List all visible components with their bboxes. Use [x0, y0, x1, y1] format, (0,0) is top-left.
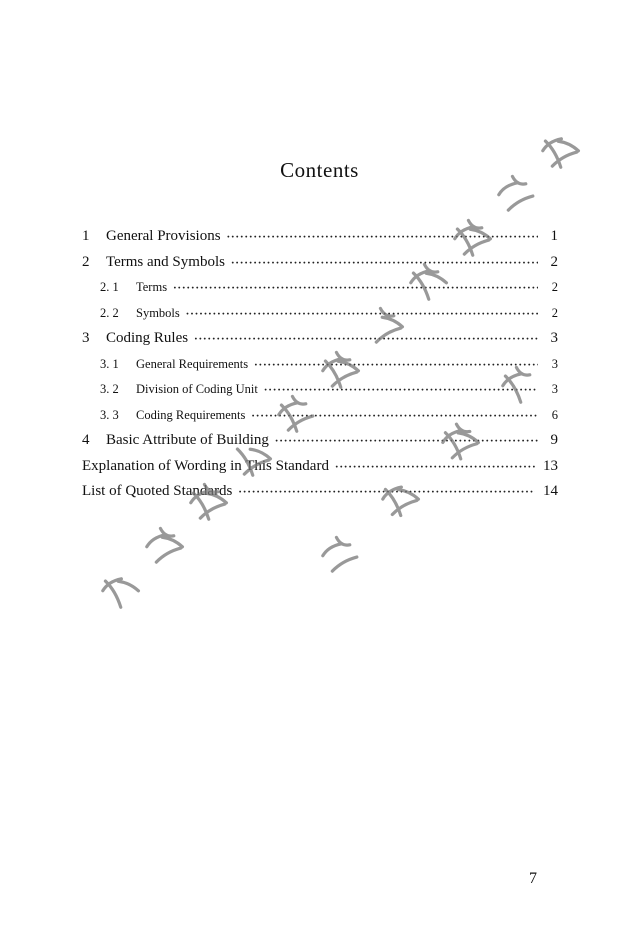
toc-entry-number: 2. 2: [100, 305, 119, 320]
toc-entry-page: 9: [550, 432, 558, 448]
toc-entry-page: 2: [551, 280, 558, 294]
toc-entry-label: List of Quoted Standards: [82, 483, 233, 499]
toc-entry-page: 6: [551, 407, 558, 422]
toc-dot-leader: [238, 481, 535, 507]
toc-entry-number: 3. 2: [100, 382, 119, 396]
toc-entry-page: 13: [543, 457, 558, 474]
toc-dot-leader: [275, 430, 538, 456]
toc-dot-leader: [194, 328, 538, 354]
table-of-contents: [82, 224, 558, 505]
toc-entry[interactable]: [82, 326, 558, 352]
toc-subentry[interactable]: [82, 377, 558, 403]
toc-subentry[interactable]: [82, 275, 558, 301]
toc-entry-label: Terms and Symbols: [106, 253, 225, 270]
toc-dot-leader: [173, 277, 538, 303]
toc-entry-page: 1: [550, 228, 558, 244]
toc-dot-leader: [264, 379, 538, 405]
watermark-glyph: [142, 525, 183, 566]
toc-entry-number: 4: [82, 432, 90, 448]
page-title: Contents: [280, 158, 359, 182]
toc-entry[interactable]: [82, 224, 558, 250]
toc-subentry[interactable]: [82, 352, 558, 378]
watermark-glyph: [99, 569, 140, 610]
toc-entry-label: Symbols: [136, 305, 180, 320]
toc-subentry[interactable]: [82, 301, 558, 327]
toc-entry-number: 1: [82, 228, 90, 244]
toc-entry-label: Terms: [136, 280, 168, 294]
toc-entry-label: General Requirements: [136, 356, 249, 371]
toc-entry-number: 2: [82, 253, 90, 270]
toc-subentry[interactable]: [82, 403, 558, 429]
toc-entry-page: 3: [551, 382, 558, 396]
toc-entry-page: 14: [543, 483, 558, 499]
toc-dot-leader: [254, 354, 538, 380]
toc-entry-number: 3. 3: [100, 407, 119, 422]
toc-entry-page: 2: [550, 253, 558, 270]
toc-entry-page: 3: [551, 356, 558, 371]
toc-entry-label: Coding Rules: [106, 330, 189, 346]
toc-entry-label: Division of Coding Unit: [136, 382, 258, 396]
toc-entry-number: 2. 1: [100, 280, 119, 294]
toc-entry[interactable]: [82, 428, 558, 454]
toc-entry-label: Coding Requirements: [136, 407, 246, 422]
toc-entry-page: 2: [551, 305, 558, 320]
toc-entry-label: Explanation of Wording in This Standard: [82, 457, 329, 474]
toc-dot-leader: [227, 226, 538, 252]
toc-dot-leader: [186, 303, 538, 329]
toc-entry[interactable]: [82, 454, 558, 480]
toc-entry[interactable]: [82, 250, 558, 276]
toc-dot-leader: [335, 456, 535, 482]
toc-entry-number: 3: [82, 330, 90, 346]
toc-entry[interactable]: [82, 479, 558, 505]
toc-entry-label: General Provisions: [106, 228, 221, 244]
page-number: 7: [529, 870, 537, 887]
toc-entry-number: 3. 1: [100, 356, 119, 371]
watermark-glyph: [318, 534, 359, 575]
toc-dot-leader: [231, 252, 538, 278]
toc-dot-leader: [251, 405, 538, 431]
toc-entry-label: Basic Attribute of Building: [106, 432, 269, 448]
toc-entry-page: 3: [550, 330, 558, 346]
